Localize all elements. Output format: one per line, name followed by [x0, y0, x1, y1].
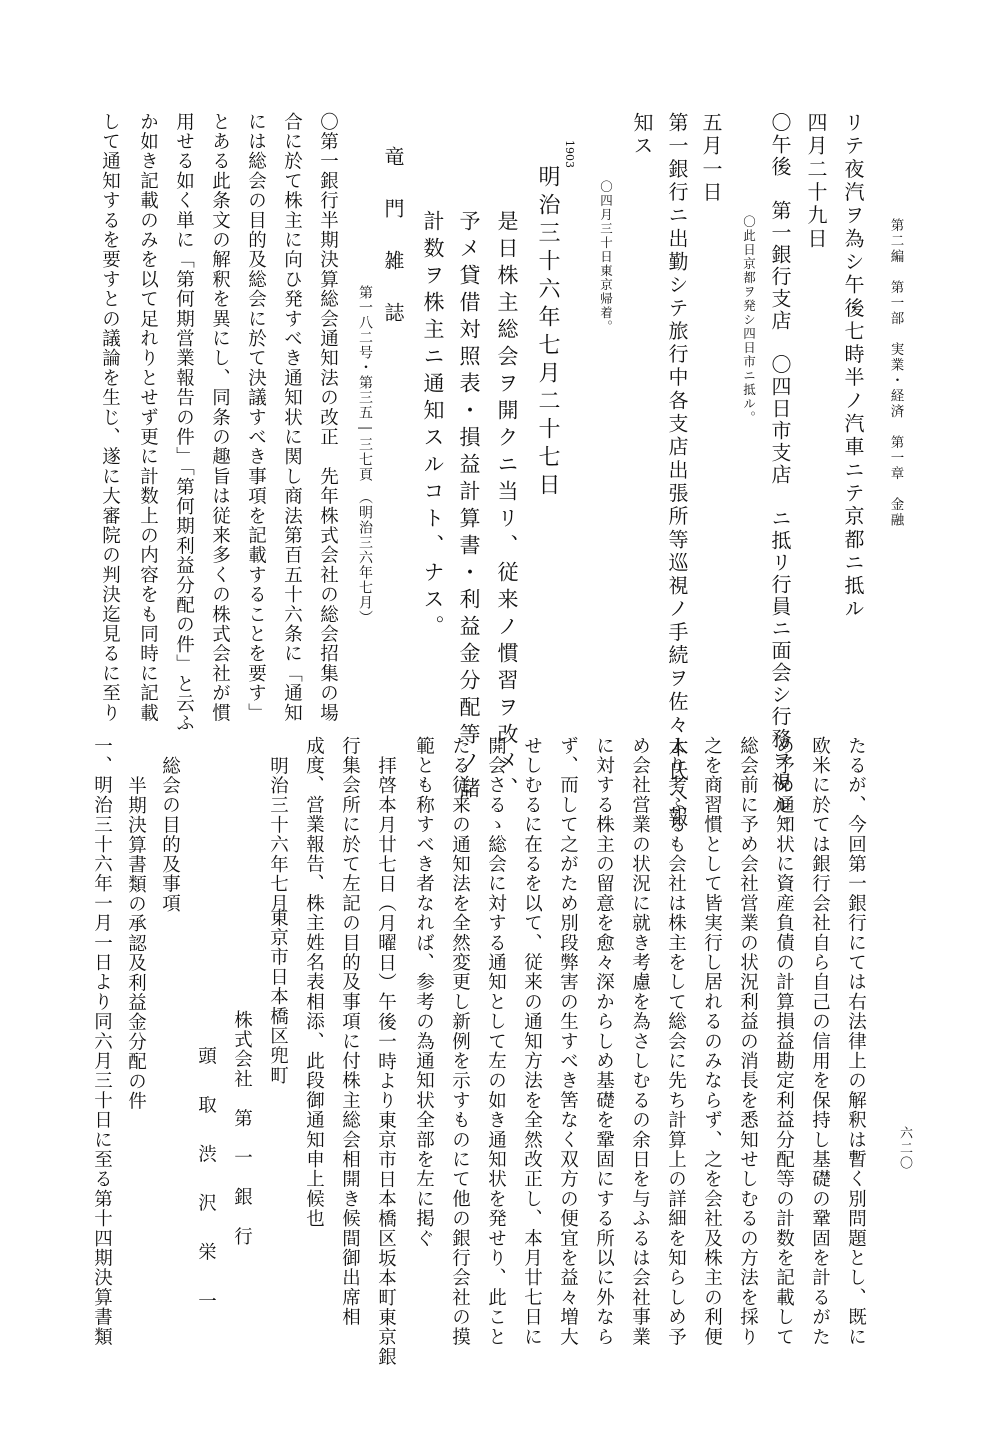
- para-line-1: たるが、今回第一銀行にては右法律上の解釈は暫く別問題とし、既に: [845, 736, 867, 1347]
- source-citation: 第一八二号・第三五―三七頁 （明治三六年七月）: [357, 285, 373, 625]
- para-line-13: 範とも称すべき者なれば、参考の為通知状全部を左に掲ぐ: [413, 736, 435, 1249]
- line-r5: 五月一日: [699, 112, 723, 205]
- source-title: 竜 門 雑 誌: [381, 146, 405, 328]
- line-r1: リテ夜汽ヲ為シ午後七時半ノ汽車ニテ京都ニ抵ル: [841, 112, 865, 622]
- para-line-10: せしむるに在るを以て、従来の通知方法を全然改正し、本月廿七日に: [521, 736, 543, 1347]
- para-line-8: に対する株主の留意を愈々深からしめ基礎を鞏固にする所以に外なら: [593, 736, 615, 1347]
- line-r4: 〇此日京都ヲ発シ四日市ニ抵ル。: [741, 215, 757, 425]
- running-head: 第二編 第一部 実業・経済 第一章 金融: [887, 218, 904, 528]
- letter-line-1: 拝啓本月廿七日（月曜日）午後一時より東京市日本橋区坂本町東京銀: [375, 756, 397, 1367]
- para-line-12: たる従来の通知法を全然変更し新例を示すものにて他の銀行会社の摸: [449, 736, 471, 1347]
- para-line-3: め予め通知状に資産負債の計算損益勘定利益分配等の計数を記載して: [773, 736, 795, 1347]
- article-line-7: して通知するを要すとの議論を生じ、遂に大審院の判決迄見るに至り: [99, 112, 121, 723]
- letter-line-2: 行集会所に於て左記の目的及事項に付株主総会相開き候間御出席相: [339, 736, 361, 1327]
- para-line-9: ず、而して之がため別段弊害の生すべき筈なく双方の便宜を益々増大: [557, 736, 579, 1347]
- article-line-1: 〇第一銀行半期決算総会通知法の改正 先年株式会社の総会招集の場: [317, 112, 339, 723]
- letter-signer: 頭 取 渋 沢 栄 一: [195, 1046, 217, 1316]
- agenda-item: 半期決算書類の承認及利益金分配の件: [125, 776, 147, 1111]
- line-r7: 知ス: [630, 112, 654, 159]
- line-r6: 第一銀行ニ出勤シテ旅行中各支店出張所等巡視ノ手続ヲ佐々木氏へ報: [665, 112, 689, 830]
- page-number: 六二〇: [897, 1126, 912, 1171]
- body-line-1: 是日株主総会ヲ開クニ当リ、従来ノ慣習ヲ改メ、: [495, 210, 519, 804]
- article-line-4: とある此条文の解釈を異にし、同条の趣旨は従来多くの株式会社が慣: [209, 112, 231, 723]
- year-mark: 1903: [563, 140, 576, 168]
- para-line-2: 欧米に於ては銀行会社自ら自己の信用を保持し基礎の鞏固を計るがた: [809, 736, 831, 1347]
- line-r2: 四月二十九日: [804, 112, 828, 251]
- para-line-5: 之を商習慣として皆実行し居れるのみならず、之を会社及株主の利便: [701, 736, 723, 1347]
- article-line-2: 合に於て株主に向ひ発すべき通知状に関し商法第百五十六条に「通知: [281, 112, 303, 723]
- line-r3: 〇午後 第一銀行支店 〇四日市支店 ニ抵リ行員ニ面会シ行務ヲ視ル。: [768, 112, 792, 838]
- letter-company: 株式会社 第 一 銀 行: [231, 1010, 253, 1247]
- body-line-2: 予メ貸借対照表・損益計算書・利益金分配等ノ諸: [457, 210, 481, 804]
- agenda-title: 総会の目的及事項: [159, 756, 181, 914]
- body-line-3: 計数ヲ株主ニ通知スルコト、ナス。: [421, 210, 445, 642]
- line-r8: 〇四月三十日東京帰着。: [598, 180, 614, 334]
- para-line-4: 総会前に予め会社営業の状況利益の消長を悉知せしむるの方法を採り: [737, 736, 759, 1347]
- para-line-7: め会社営業の状況に就き考慮を為さしむるの余日を与ふるは会社事業: [629, 736, 651, 1347]
- article-line-5: 用せる如く単に「第何期営業報告の件」「第何期利益分配の件」と云ふ: [173, 112, 195, 734]
- letter-line-3: 成度、営業報告、株主姓名表相添、此段御通知申上候也: [303, 736, 325, 1229]
- para-line-6: より考ふるも会社は株主をして総会に先ち計算上の詳細を知らしめ予: [665, 736, 687, 1347]
- date-heading: 明治三十六年七月二十七日: [535, 165, 560, 501]
- article-line-3: には総会の目的及総会に於て決議すべき事項を記載することを要す」: [245, 112, 267, 723]
- letter-date: 明治三十六年七月: [267, 756, 289, 914]
- agenda-closing-line: 一、明治三十六年一月一日より同六月三十日に至る第十四期決算書類: [91, 736, 113, 1347]
- article-line-6: か如き記載のみを以て足れりとせず更に計数上の内容をも同時に記載: [137, 112, 159, 723]
- letter-address: 東京市日本橋区兜町: [267, 908, 289, 1086]
- para-line-11: 開会さるゝ総会に対する通知として左の如き通知状を発せり、此こと: [485, 736, 507, 1347]
